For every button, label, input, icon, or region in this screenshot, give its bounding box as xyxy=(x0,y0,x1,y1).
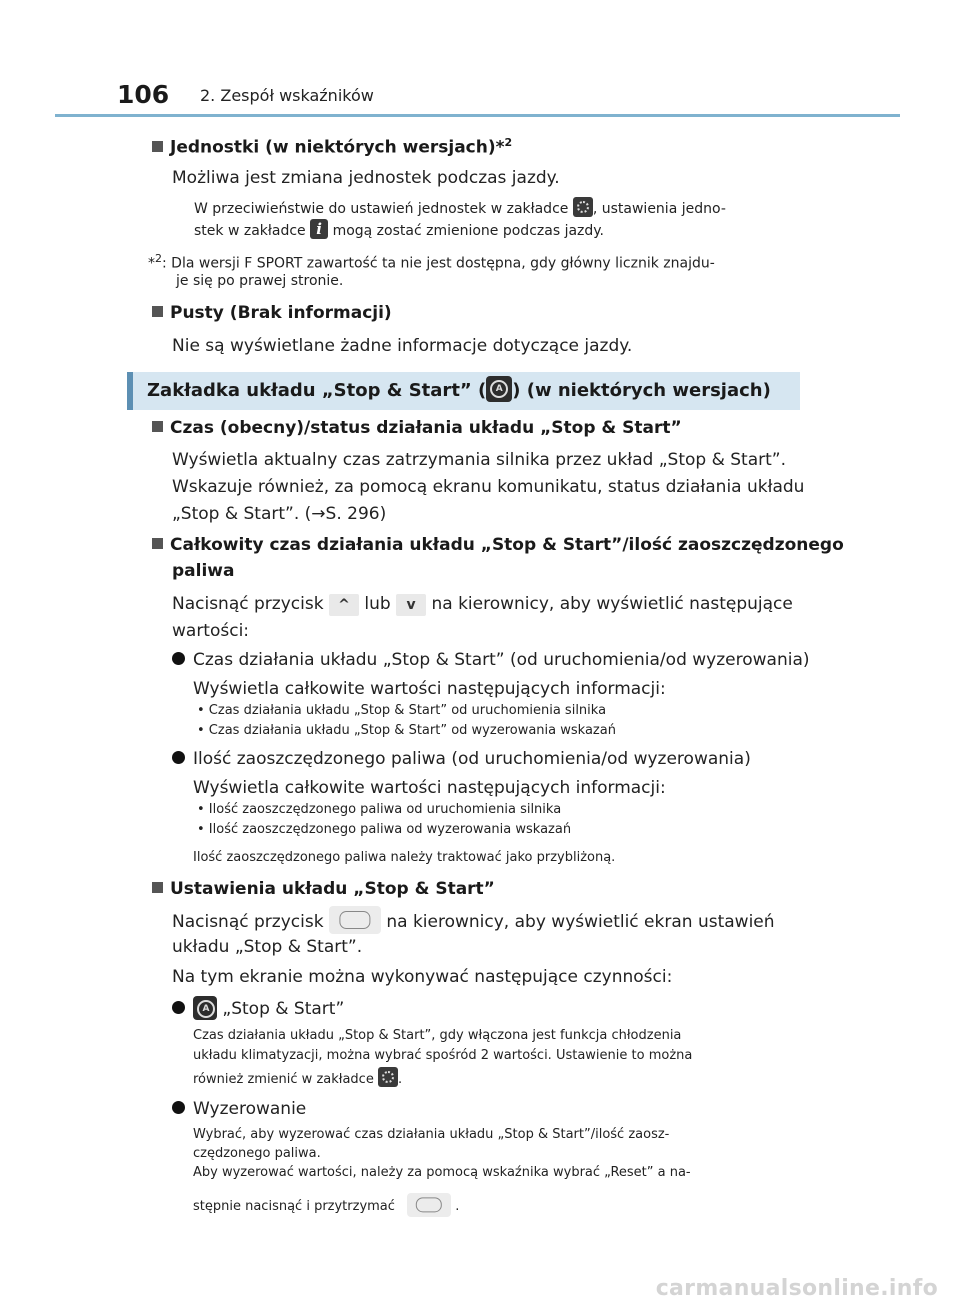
units-note-line1: W przeciwieństwie do ustawień jednostek w zakładce , ustawienia jedno- xyxy=(194,197,726,220)
total-note: Ilość zaoszczędzonego paliwa należy traktować jako przybliżoną. xyxy=(193,850,616,865)
settings-opt1-title: A „Stop & Start” xyxy=(172,996,344,1023)
page-number: 106 xyxy=(117,80,170,109)
square-bullet-icon xyxy=(152,306,163,317)
units-note-line2: stek w zakładce i mogą zostać zmienione podczas jazdy. xyxy=(194,219,604,242)
round-bullet-icon xyxy=(172,1101,185,1114)
square-bullet-icon xyxy=(152,882,163,893)
square-bullet-icon xyxy=(152,538,163,549)
time-status-line2: Wskazuje również, za pomocą ekranu komunikatu, status działania układu xyxy=(172,477,805,497)
total-press-line: Nacisnąć przycisk ^ lub v na kierownicy, aby wyświetlić następujące xyxy=(172,594,793,614)
settings-opt2-title: Wyzerowanie xyxy=(172,1096,306,1123)
empty-text: Nie są wyświetlane żadne informacje dotyczące jazdy. xyxy=(172,336,633,356)
settings-press-line: Nacisnąć przycisk na kierownicy, aby wyświetlić ekran ustawień xyxy=(172,906,775,936)
chevron-down-icon: v xyxy=(396,594,426,616)
settings-gear-icon xyxy=(378,1067,398,1087)
units-footnote-line1: *$^2$: Dla wersji F SPORT zawartość ta nie jest dostępna, gdy główny licznik znajdu- xyxy=(148,252,715,272)
settings-press-line2: układu „Stop & Start”. xyxy=(172,937,363,957)
total-bullet2-title: Ilość zaoszczędzonego paliwa (od uruchomienia/od wyzerowania) xyxy=(172,746,751,773)
settings-gear-icon xyxy=(573,197,593,217)
settings-opt2-line1: Wybrać, aby wyzerować czas działania układu „Stop & Start”/ilość zaosz- xyxy=(193,1127,670,1142)
round-bullet-icon xyxy=(172,751,185,764)
square-bullet-icon xyxy=(152,421,163,432)
list-item: • Czas działania układu „Stop & Start” od wyzerowania wskazań xyxy=(197,723,616,738)
time-status-line1: Wyświetla aktualny czas zatrzymania silnika przez układ „Stop & Start”. xyxy=(172,450,787,470)
steering-wheel-button-icon xyxy=(329,906,381,934)
list-item: • Ilość zaoszczędzonego paliwa od wyzerowania wskazań xyxy=(197,822,572,837)
total-heading-line1: Całkowity czas działania układu „Stop & Start”/ilość zaoszczędzonego xyxy=(152,535,844,555)
square-bullet-icon xyxy=(152,141,163,152)
time-status-heading: Czas (obecny)/status działania układu „Stop & Start” xyxy=(152,418,682,438)
steering-wheel-button-icon xyxy=(407,1193,451,1217)
info-icon xyxy=(310,219,328,239)
units-heading: Jednostki (w niektórych wersjach)*$^2$ xyxy=(152,136,512,158)
settings-opt2-line3: Aby wyzerować wartości, należy za pomocą wskaźnika wybrać „Reset” a na- xyxy=(193,1165,691,1180)
list-item: • Czas działania układu „Stop & Start” od uruchomienia silnika xyxy=(197,703,607,718)
units-footnote-line2: je się po prawej stronie. xyxy=(176,273,344,289)
time-status-line3: „Stop & Start”. (→S. 296) xyxy=(172,504,387,524)
settings-opt1-line2: układu klimatyzacji, można wybrać spośród 2 wartości. Ustawienie to można xyxy=(193,1048,693,1063)
section-header-stop-start: Zakładka układu „Stop & Start” (A ) (w niektórych wersjach) xyxy=(127,372,800,410)
empty-heading: Pusty (Brak informacji) xyxy=(152,303,392,323)
settings-opt1-line3: również zmienić w zakładce . xyxy=(193,1067,402,1089)
total-bullet1-text: Wyświetla całkowite wartości następujących informacji: xyxy=(193,679,666,699)
total-bullet1-title: Czas działania układu „Stop & Start” (od uruchomienia/od wyzerowania) xyxy=(172,647,810,674)
chevron-up-icon: ^ xyxy=(329,594,359,616)
list-item: • Ilość zaoszczędzonego paliwa od uruchomienia silnika xyxy=(197,802,562,817)
settings-heading: Ustawienia układu „Stop & Start” xyxy=(152,879,495,899)
settings-ops: Na tym ekranie można wykonywać następujące czynności: xyxy=(172,967,673,987)
header-rule xyxy=(55,114,900,117)
total-heading-line2: paliwa xyxy=(172,561,235,581)
stop-start-icon xyxy=(193,996,217,1020)
settings-opt2-line4: stępnie nacisnąć i przytrzymać . xyxy=(193,1193,459,1217)
stop-start-tab-icon xyxy=(486,376,512,402)
watermark: carmanualsonline.info xyxy=(655,1276,938,1301)
round-bullet-icon xyxy=(172,1001,185,1014)
round-bullet-icon xyxy=(172,652,185,665)
total-press-line2: wartości: xyxy=(172,621,250,641)
settings-opt2-line2: czędzonego paliwa. xyxy=(193,1146,321,1161)
chapter-title: 2. Zespół wskaźników xyxy=(200,86,374,105)
total-bullet2-text: Wyświetla całkowite wartości następujących informacji: xyxy=(193,778,666,798)
settings-opt1-line1: Czas działania układu „Stop & Start”, gdy włączona jest funkcja chłodzenia xyxy=(193,1028,682,1043)
units-text: Możliwa jest zmiana jednostek podczas jazdy. xyxy=(172,168,560,188)
